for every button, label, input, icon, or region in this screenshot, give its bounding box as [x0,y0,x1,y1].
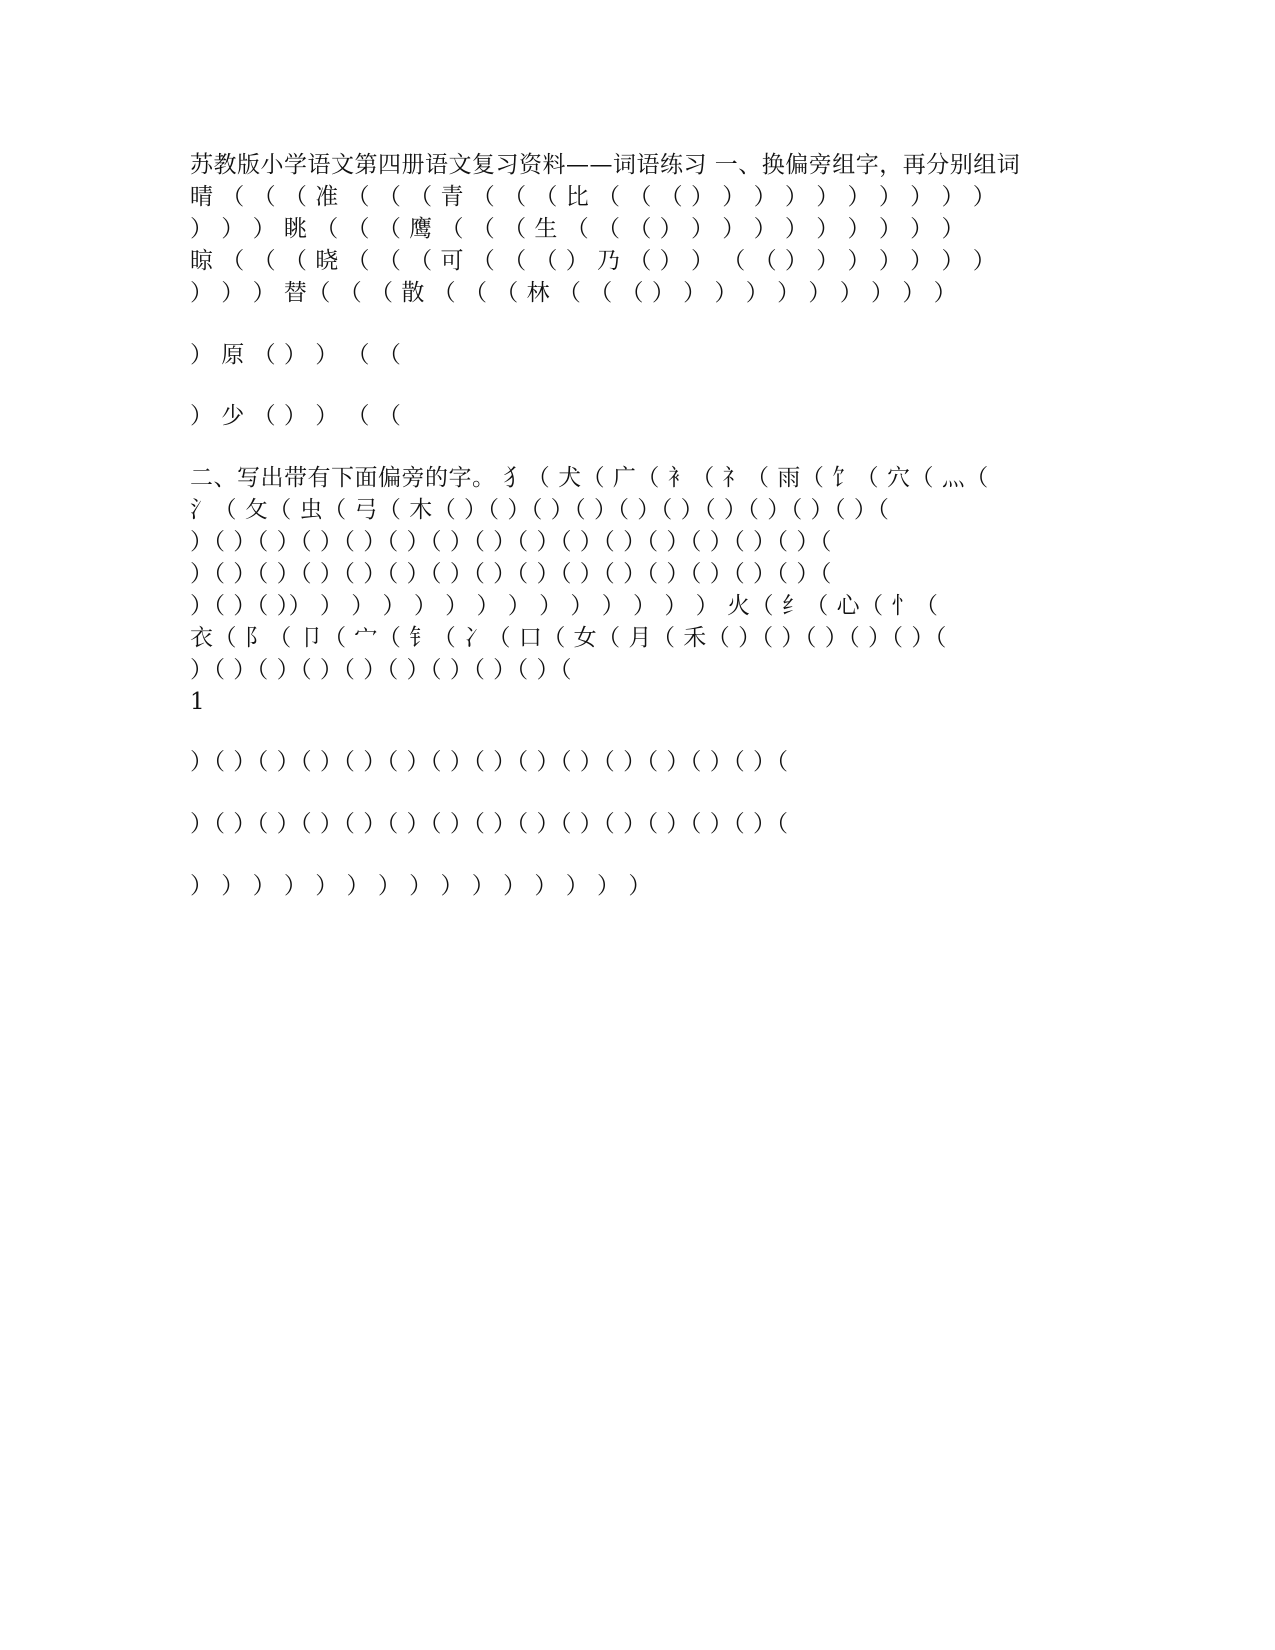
exercise-two-line: ）（ ）（ ）） ） ） ） ） ） ） ） ） ） ） ） ） ） 火（ 纟（ 心（ 忄（ [190,593,939,619]
exercise-one-line: ） 原 （ ） ） （ （ [190,342,402,368]
exercise-one-line: 晾 （ （ （ 晓 （ （ （ 可 （ （ （ ） 乃 （ ） ） （ （ ） ） ） ） ） ） ） [190,248,997,274]
exercise-one-line: ） ） ） 眺 （ （ （ 鹰 （ （ （ 生 （ （ （ ） ） ） ） ） ） ） ） ） ） [190,216,965,242]
exercise-two-line: ） ） ） ） ） ） ） ） ） ） ） ） ） ） ） [190,873,652,899]
title-line: 苏教版小学语文第四册语文复习资料——词语练习 一、换偏旁组字，再分别组词 [190,152,1021,178]
exercise-two-line: ）（ ）（ ）（ ）（ ）（ ）（ ）（ ）（ ）（ ）（ ）（ ）（ ）（ ）（ ）（ [190,529,832,555]
exercise-one-line: ） 少 （ ） ） （ （ [190,403,402,429]
exercise-two-line: ）（ ）（ ）（ ）（ ）（ ）（ ）（ ）（ ）（ ）（ ）（ ）（ ）（ ）（ [190,811,789,837]
exercise-two-line: 氵（ 攵（ 虫（ 弓（ 木（ ）（ ）（ ）（ ）（ ）（ ）（ ）（ ）（ ）（ ）（ [190,497,890,523]
exercise-one-line: 晴 （ （ （ 准 （ （ （ 青 （ （ （ 比 （ （ （ ） ） ） ） ） ） ） ） ） ） [190,184,997,210]
exercise-two-line: ）（ ）（ ）（ ）（ ）（ ）（ ）（ ）（ ）（ ）（ ）（ ）（ ）（ ）（ ）（ [190,561,832,587]
exercise-one-line: ） ） ） 替（ （ （ 散 （ （ （ 林 （ （ （ ） ） ） ） ） ） ） ） ） ） [190,280,958,306]
page-number: 1 [190,689,206,715]
exercise-two-line: ）（ ）（ ）（ ）（ ）（ ）（ ）（ ）（ ）（ [190,657,572,683]
exercise-two-line: ）（ ）（ ）（ ）（ ）（ ）（ ）（ ）（ ）（ ）（ ）（ ）（ ）（ ）（ [190,749,789,775]
exercise-two-line: 衣（ 阝（ 卩（ 宀（ 钅（ 冫（ 口（ 女（ 月（ 禾（ ）（ ）（ ）（ ）（ ）（ [190,625,947,651]
exercise-two-heading-line: 二、写出带有下面偏旁的字。 犭（ 犬（ 广（ 衤（ 礻（ 雨（ 饣（ 穴（ 灬（ [190,465,989,491]
